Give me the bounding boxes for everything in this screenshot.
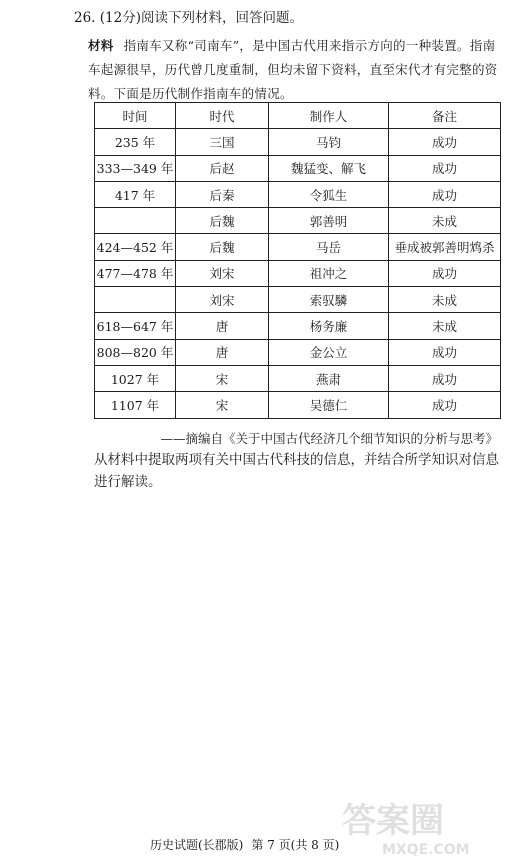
cell-maker: 令狐生 bbox=[269, 181, 389, 207]
cell-maker: 燕肃 bbox=[269, 365, 389, 391]
cell-time: 235 年 bbox=[95, 129, 176, 155]
cell-remark: 成功 bbox=[389, 129, 501, 155]
cell-time bbox=[95, 287, 176, 313]
page-footer bbox=[150, 836, 339, 853]
cell-remark: 成功 bbox=[389, 339, 501, 365]
material-text: 指南车又称“司南车”，是中国古代用来指示方向的一种装置。指南车起源很早，历代曾几度重制，但均未留下资料，直至宋代才有完整的资料。下面是历代制作指南车的情况。 bbox=[88, 38, 498, 101]
table-row bbox=[95, 208, 501, 234]
cell-time: 1027 年 bbox=[95, 365, 176, 391]
material-label: 材料 bbox=[88, 38, 114, 53]
footer-subject: 历史试题(长郡版) bbox=[150, 838, 244, 852]
header-dynasty: 时代 bbox=[176, 103, 269, 129]
cell-dynasty: 后魏 bbox=[176, 234, 269, 260]
cell-time: 618—647 年 bbox=[95, 313, 176, 339]
cell-dynasty: 刘宋 bbox=[176, 287, 269, 313]
cell-time: 333—349 年 bbox=[95, 155, 176, 181]
table-row bbox=[95, 260, 501, 286]
compass-cart-table bbox=[94, 102, 501, 419]
cell-dynasty: 后秦 bbox=[176, 181, 269, 207]
table-row bbox=[95, 313, 501, 339]
cell-maker: 金公立 bbox=[269, 339, 389, 365]
cell-dynasty: 刘宋 bbox=[176, 260, 269, 286]
watermark-logo bbox=[322, 790, 502, 860]
material-paragraph bbox=[88, 34, 498, 106]
question-task: 从材料中提取两项有关中国古代科技的信息，并结合所学知识对信息进行解读。 bbox=[94, 452, 499, 490]
cell-maker: 郭善明 bbox=[269, 208, 389, 234]
question-header bbox=[74, 8, 303, 28]
cell-time: 808—820 年 bbox=[95, 339, 176, 365]
cell-remark: 成功 bbox=[389, 365, 501, 391]
cell-maker: 魏猛变、解飞 bbox=[269, 155, 389, 181]
table-row bbox=[95, 234, 501, 260]
cell-dynasty: 唐 bbox=[176, 313, 269, 339]
table-row bbox=[95, 287, 501, 313]
cell-time: 417 年 bbox=[95, 181, 176, 207]
table-row bbox=[95, 155, 501, 181]
cell-maker: 马钧 bbox=[269, 129, 389, 155]
source-citation: ——摘编自《关于中国古代经济几个细节知识的分析与思考》 bbox=[160, 431, 498, 446]
cell-maker: 索驭驎 bbox=[269, 287, 389, 313]
cell-maker: 吴德仁 bbox=[269, 392, 389, 418]
cell-maker: 马岳 bbox=[269, 234, 389, 260]
cell-maker: 杨务廉 bbox=[269, 313, 389, 339]
cell-remark: 未成 bbox=[389, 313, 501, 339]
header-remark: 备注 bbox=[389, 103, 501, 129]
cell-dynasty: 宋 bbox=[176, 392, 269, 418]
table-header-row bbox=[95, 103, 501, 129]
cell-remark: 成功 bbox=[389, 392, 501, 418]
cell-remark: 未成 bbox=[389, 287, 501, 313]
cell-remark: 未成 bbox=[389, 208, 501, 234]
footer-page-number: 第 7 页(共 8 页) bbox=[251, 838, 340, 852]
cell-time bbox=[95, 208, 176, 234]
cell-dynasty: 后魏 bbox=[176, 208, 269, 234]
table-row bbox=[95, 365, 501, 391]
question-instruction: 阅读下列材料，回答问题。 bbox=[140, 10, 303, 26]
table-row bbox=[95, 339, 501, 365]
table-row bbox=[95, 129, 501, 155]
table-row bbox=[95, 392, 501, 418]
cell-time: 424—452 年 bbox=[95, 234, 176, 260]
cell-dynasty: 后赵 bbox=[176, 155, 269, 181]
cell-remark: 成功 bbox=[389, 181, 501, 207]
cell-maker: 祖冲之 bbox=[269, 260, 389, 286]
cell-remark: 成功 bbox=[389, 260, 501, 286]
header-time: 时间 bbox=[95, 103, 176, 129]
cell-remark: 垂成被郭善明鸩杀 bbox=[389, 234, 501, 260]
header-maker: 制作人 bbox=[269, 103, 389, 129]
question-number-score: 26. (12分) bbox=[74, 10, 141, 26]
cell-dynasty: 唐 bbox=[176, 339, 269, 365]
watermark-text: 答案圈 bbox=[342, 801, 444, 841]
cell-time: 477—478 年 bbox=[95, 260, 176, 286]
cell-dynasty: 三国 bbox=[176, 129, 269, 155]
table-row bbox=[95, 181, 501, 207]
cell-remark: 成功 bbox=[389, 155, 501, 181]
watermark-url: MXQE.COM bbox=[382, 842, 470, 858]
cell-time: 1107 年 bbox=[95, 392, 176, 418]
cell-dynasty: 宋 bbox=[176, 365, 269, 391]
